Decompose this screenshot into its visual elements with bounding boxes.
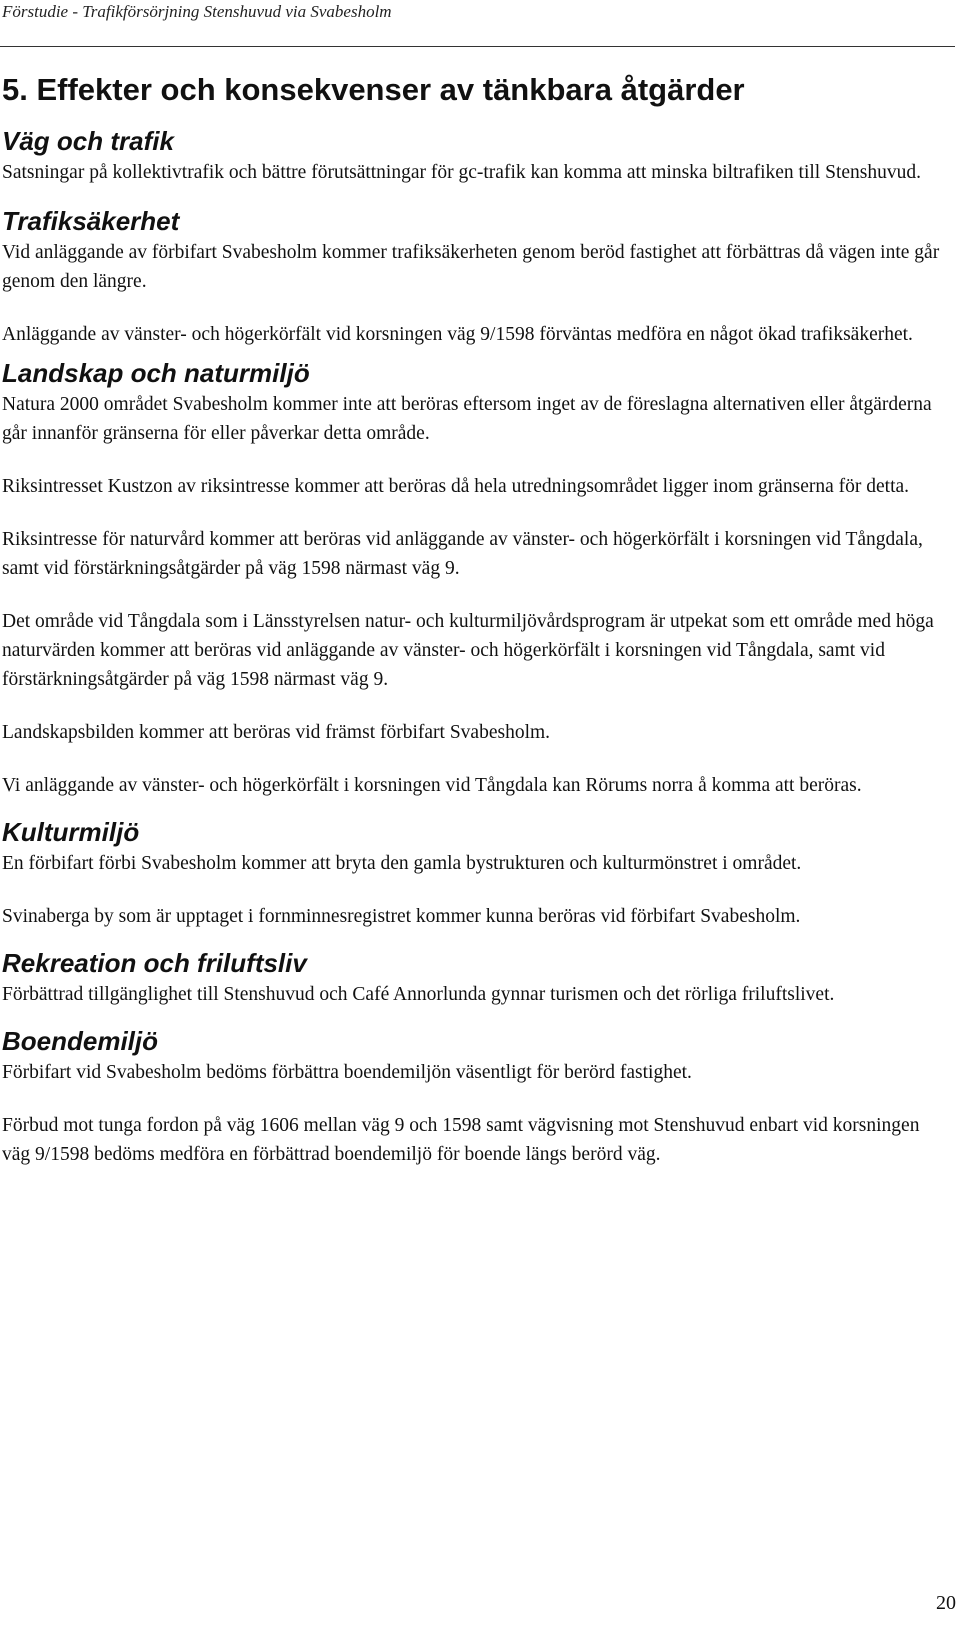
paragraph: Förbättrad tillgänglighet till Stenshuvud och Café Annorlunda gynnar turismen och det rörliga friluftslivet. [2,984,835,1005]
chapter-title: 5. Effekter och konsekvenser av tänkbara åtgärder [2,72,745,107]
paragraph: Vid anläggande av förbifart Svabesholm kommer trafiksäkerheten genom beröd fastighet att förbättras då vägen inte går genom den längre. [2,242,940,292]
section-heading-landskap-och-naturmiljo: Landskap och naturmiljö [2,358,310,388]
paragraph: Vi anläggande av vänster- och högerkörfält i korsningen vid Tångdala kan Rörums norra å komma att beröras. [2,775,862,796]
paragraph: Riksintresse för naturvård kommer att beröras vid anläggande av vänster- och högerkörfält i korsningen vid Tångdala, samt vid förstärkningsåtgärder på väg 1598 närmast väg 9. [2,529,923,579]
paragraph: Förbud mot tunga fordon på väg 1606 mellan väg 9 och 1598 samt vägvisning mot Stenshuvud enbart vid korsningen väg 9/1598 bedöms medföra en förbättrad boendemiljö för boende längs berörd väg. [2,1115,920,1165]
page-content [2,70,950,1169]
paragraph: Anläggande av vänster- och högerkörfält vid korsningen väg 9/1598 förväntas medföra en något ökad trafiksäkerhet. [2,324,913,345]
section-heading-vag-och-trafik: Väg och trafik [2,126,174,156]
paragraph: Förbifart vid Svabesholm bedöms förbättra boendemiljön väsentligt för berörd fastighet. [2,1062,692,1083]
page-number: 20 [936,1592,956,1614]
section-heading-kulturmiljo: Kulturmiljö [2,817,140,847]
header-rule [0,46,955,47]
paragraph: Svinaberga by som är upptaget i fornminnesregistret kommer kunna beröras vid förbifart Svabesholm. [2,906,801,927]
paragraph: Riksintresset Kustzon av riksintresse kommer att beröras då hela utredningsområdet ligger inom gränserna för detta. [2,476,910,497]
section-heading-rekreation-och-friluftsliv: Rekreation och friluftsliv [2,948,307,978]
paragraph: Satsningar på kollektivtrafik och bättre förutsättningar för gc-trafik kan komma att minska biltrafiken till Stenshuvud. [2,162,921,183]
section-heading-trafiksakerhet: Trafiksäkerhet [2,206,180,236]
paragraph: Landskapsbilden kommer att beröras vid främst förbifart Svabesholm. [2,722,551,743]
paragraph: Det område vid Tångdala som i Länsstyrelsen natur- och kulturmiljövårdsprogram är utpekat som ett område med höga naturvärden kommer att beröras vid anläggande av vänster- och högerkörfält i korsningen vid Tångdala, samt vid förstärkningsåtgärder på väg 1598 närmast väg 9. [2,611,934,690]
paragraph: En förbifart förbi Svabesholm kommer att bryta den gamla bystrukturen och kulturmönstret i området. [2,853,802,874]
section-heading-boendemiljo: Boendemiljö [2,1026,159,1056]
running-header: Förstudie - Trafikförsörjning Stenshuvud via Svabesholm [2,2,392,21]
paragraph: Natura 2000 området Svabesholm kommer inte att beröras eftersom inget av de föreslagna alternativen eller åtgärderna går innanför gränserna för eller påverkar detta område. [2,394,932,444]
